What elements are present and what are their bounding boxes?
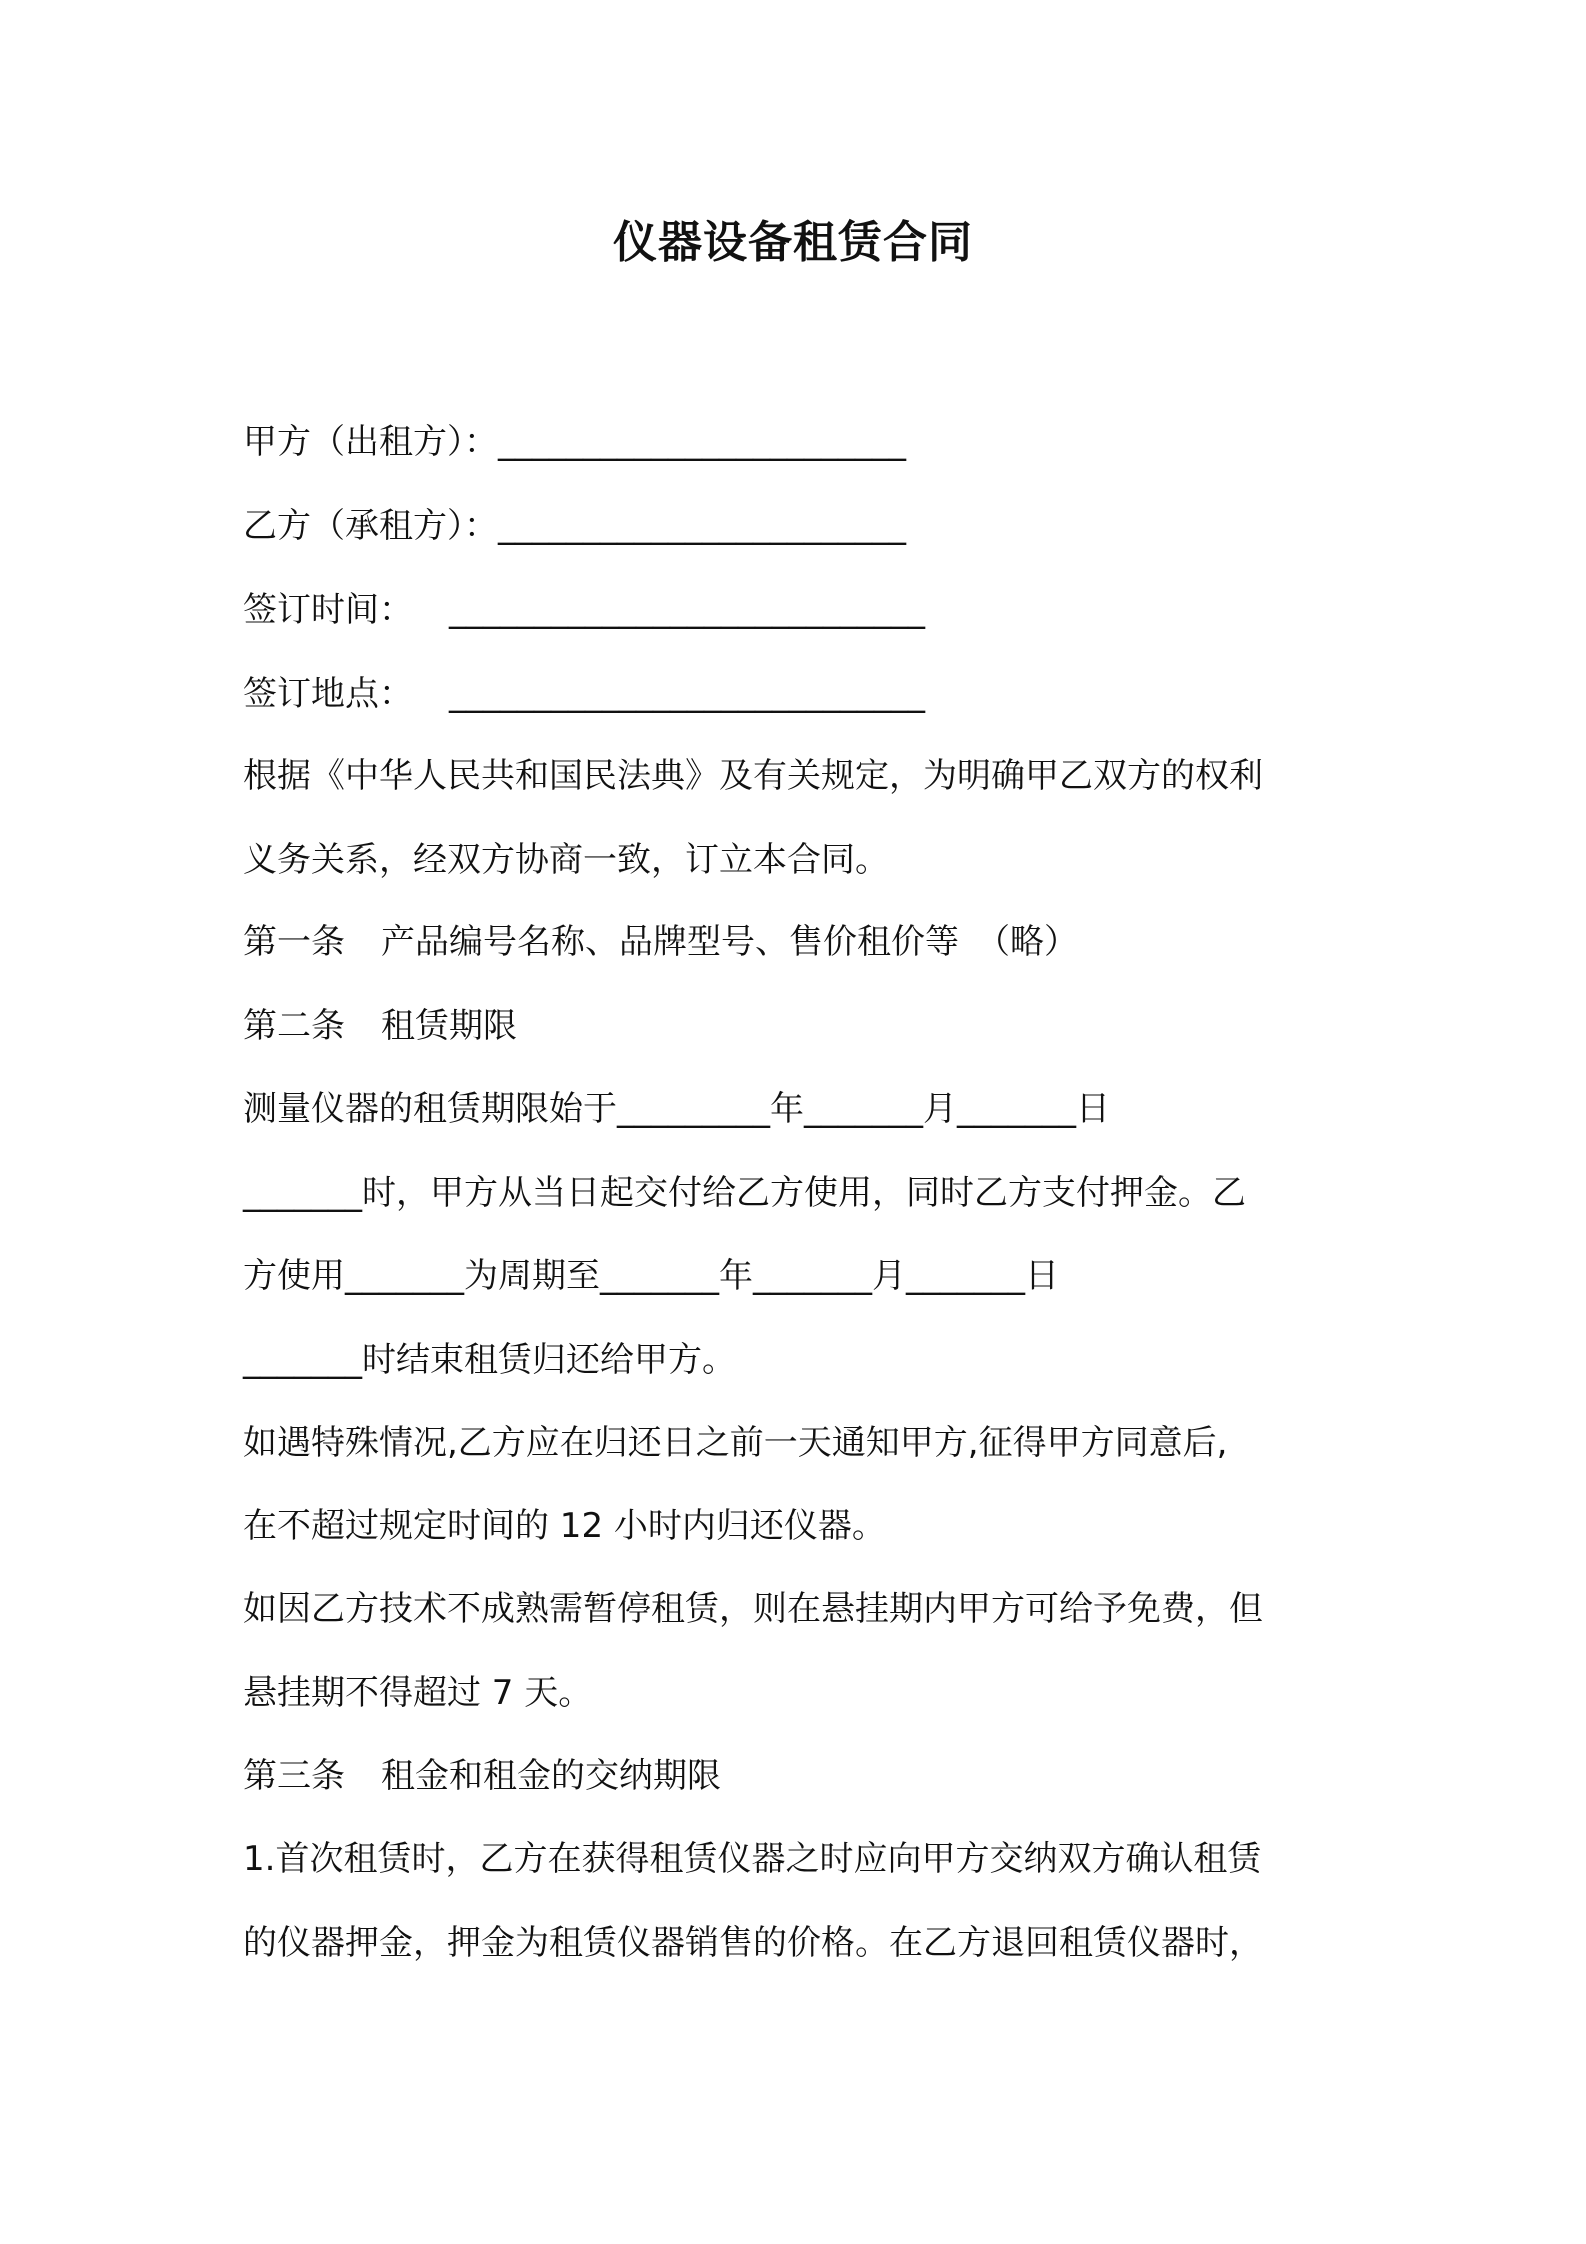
sign-place-line xyxy=(243,670,925,718)
document-title: 仪器设备租赁合同 xyxy=(613,217,973,268)
preamble-line-2: 义务关系，经双方协商一致，订立本合同。 xyxy=(243,840,889,880)
sign-time-blank: ____________________________ xyxy=(449,590,925,630)
sign-time-line xyxy=(243,586,925,634)
suspension-line-1: 如因乙方技术不成熟需暂停租赁，则在悬挂期内甲方可给予免费，但 xyxy=(243,1589,1263,1629)
lease-term-line-4: _______时结束租赁归还给甲方。 xyxy=(243,1340,736,1380)
lease-term-line-3: 方使用_______为周期至_______年_______月_______日 xyxy=(243,1256,1059,1296)
special-case-line-2: 在不超过规定时间的 12 小时内归还仪器。 xyxy=(243,1506,886,1546)
special-case-line-1: 如遇特殊情况,乙方应在归还日之前一天通知甲方,征得甲方同意后, xyxy=(243,1423,1228,1463)
sign-time-label: 签订时间： xyxy=(243,590,413,630)
suspension-line-2: 悬挂期不得超过 7 天。 xyxy=(243,1673,593,1713)
preamble-line-1: 根据《中华人民共和国民法典》及有关规定，为明确甲乙双方的权利 xyxy=(243,756,1263,796)
lease-term-line-2: _______时，甲方从当日起交付给乙方使用，同时乙方支付押金。乙 xyxy=(243,1173,1246,1213)
rent-item-1-line-1: 1.首次租赁时，乙方在获得租赁仪器之时应向甲方交纳双方确认租赁 xyxy=(243,1839,1262,1879)
sign-place-label: 签订地点： xyxy=(243,674,413,714)
article-1-label: 第一条 xyxy=(243,922,345,962)
article-3-text: 租金和租金的交纳期限 xyxy=(381,1756,721,1796)
article-1-text: 产品编号名称、品牌型号、售价租价等 （略） xyxy=(381,922,1078,962)
article-2-label: 第二条 xyxy=(243,1006,345,1046)
article-2-text: 租赁期限 xyxy=(381,1006,517,1046)
lease-term-line-1: 测量仪器的租赁期限始于_________年_______月_______日 xyxy=(243,1089,1110,1129)
sign-place-blank: ____________________________ xyxy=(449,674,925,714)
article-1-heading xyxy=(243,918,1078,966)
rent-item-1-line-2: 的仪器押金，押金为租赁仪器销售的价格。在乙方退回租赁仪器时， xyxy=(243,1923,1263,1963)
article-2-heading xyxy=(243,1002,517,1050)
party-b-line: 乙方（承租方）：________________________ xyxy=(243,506,906,546)
article-3-heading xyxy=(243,1752,721,1800)
article-3-label: 第三条 xyxy=(243,1756,345,1796)
party-a-line: 甲方（出租方）：________________________ xyxy=(243,422,906,462)
